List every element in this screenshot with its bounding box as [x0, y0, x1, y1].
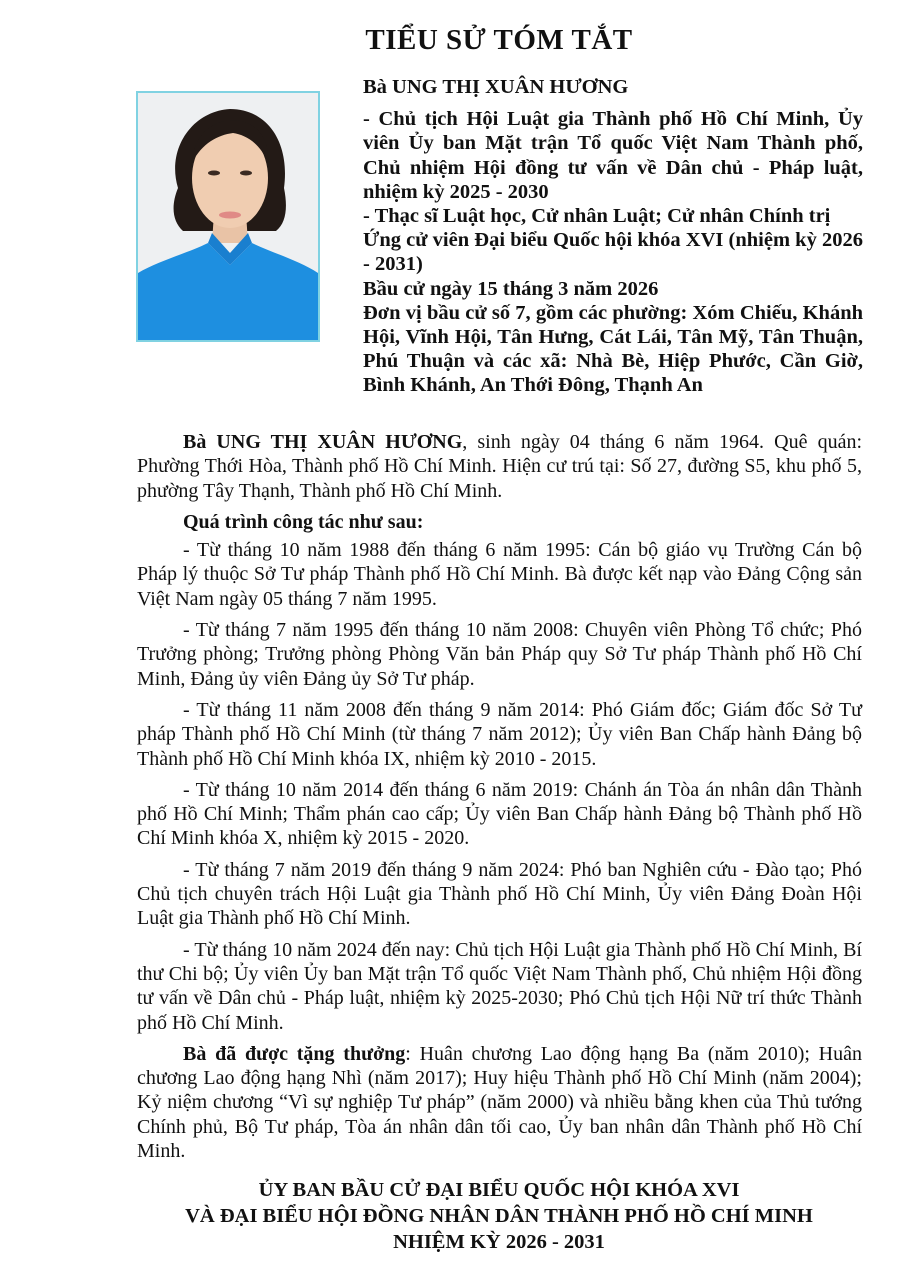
portrait-illustration: [138, 93, 318, 340]
election-date: Bầu cử ngày 15 tháng 3 năm 2026: [363, 277, 659, 300]
career-heading: Quá trình công tác như sau:: [183, 510, 424, 533]
left-eye: [208, 171, 220, 176]
candidate-education: - Thạc sĩ Luật học, Cử nhân Luật; Cử nhân Chính trị: [363, 205, 831, 228]
awards-paragraph: [137, 1042, 862, 1163]
biography-body: [137, 430, 862, 1170]
candidate-photo: [136, 91, 320, 342]
committee-line-1: ỦY BAN BẦU CỬ ĐẠI BIỂU QUỐC HỘI KHÓA XVI: [258, 1179, 740, 1201]
issuing-committee: [42, 1177, 914, 1255]
intro-paragraph: [137, 430, 862, 503]
career-item: - Từ tháng 10 năm 1988 đến tháng 6 năm 1995: Cán bộ giáo vụ Trường Cán bộ Pháp lý thuộc Sở Tư pháp Thành phố Hồ Chí Minh. Bà được kết nạp vào Đảng Cộng sản Việt Nam ngày 05 tháng 7 năm 1995.: [137, 539, 862, 610]
candidate-header: [363, 75, 863, 398]
committee-line-2: VÀ ĐẠI BIỂU HỘI ĐỒNG NHÂN DÂN THÀNH PHỐ HỒ CHÍ MINH: [185, 1205, 813, 1227]
right-eye: [240, 171, 252, 176]
candidate-position: - Chủ tịch Hội Luật gia Thành phố Hồ Chí Minh, Ủy viên Ủy ban Mặt trận Tổ quốc Việt Nam Thành phố, Chủ nhiệm Hội đồng tư vấn về Dân chủ - Pháp luật, nhiệm kỳ 2025 - 2030: [363, 108, 863, 203]
intro-bold-name: Bà UNG THỊ XUÂN HƯƠNG: [183, 431, 463, 453]
intro-text: , sinh ngày 04 tháng 6 năm 1964. Quê quán: Phường Thới Hòa, Thành phố Hồ Chí Minh. Hiện cư trú tại: Số 27, đường S5, khu phố 5, phường Tây Thạnh, Thành phố Hồ Chí Minh.: [137, 431, 863, 502]
career-item: - Từ tháng 10 năm 2024 đến nay: Chủ tịch Hội Luật gia Thành phố Hồ Chí Minh, Bí thư Chi bộ; Ủy viên Ủy ban Mặt trận Tổ quốc Việt Nam Thành phố, Chủ nhiệm Hội đồng tư vấn về Dân chủ - Pháp luật, nhiệm kỳ 2025-2030; Phó Chủ tịch Hội Nữ trí thức Thành phố Hồ Chí Minh.: [137, 938, 862, 1034]
constituency: Đơn vị bầu cử số 7, gồm các phường: Xóm Chiếu, Khánh Hội, Vĩnh Hội, Tân Hưng, Cát Lái, Tân Mỹ, Tân Thuận, Phú Thuận và các xã: Nhà Bè, Hiệp Phước, Cần Giờ, Bình Khánh, An Thới Đông, Thạnh An: [363, 301, 863, 397]
career-item: - Từ tháng 7 năm 2019 đến tháng 9 năm 2024: Phó ban Nghiên cứu - Đào tạo; Phó Chủ tịch chuyên trách Hội Luật gia Thành phố Hồ Chí Minh, Ủy viên Đảng Đoàn Hội Luật gia Thành phố Hồ Chí Minh.: [137, 858, 862, 930]
committee-line-3: NHIỆM KỲ 2026 - 2031: [393, 1231, 605, 1253]
awards-text: : Huân chương Lao động hạng Ba (năm 2010); Huân chương Lao động hạng Nhì (năm 2017); Huy hiệu Thành phố Hồ Chí Minh (năm 2004); Kỷ niệm chương “Vì sự nghiệp Tư pháp” (năm 2000) và nhiều bằng khen của Thủ tướng Chính phủ, Bộ Tư pháp, Tòa án nhân dân tối cao, Ủy ban nhân dân Thành phố Hồ Chí Minh.: [137, 1042, 862, 1163]
candidate-candidacy: Ứng cử viên Đại biểu Quốc hội khóa XVI (nhiệm kỳ 2026 - 2031): [363, 229, 863, 276]
career-item: - Từ tháng 11 năm 2008 đến tháng 9 năm 2014: Phó Giám đốc; Giám đốc Sở Tư pháp Thành phố Hồ Chí Minh (từ tháng 7 năm 2012); Ủy viên Ban Chấp hành Đảng bộ Thành phố Hồ Chí Minh khóa IX, nhiệm kỳ 2010 - 2015.: [137, 698, 862, 770]
awards-label: Bà đã được tặng thưởng: [183, 1042, 406, 1065]
lips: [219, 212, 241, 219]
career-item: - Từ tháng 10 năm 2014 đến tháng 6 năm 2019: Chánh án Tòa án nhân dân Thành phố Hồ Chí Minh; Thẩm phán cao cấp; Ủy viên Ban Chấp hành Đảng bộ Thành phố Hồ Chí Minh khóa X, nhiệm kỳ 2015 - 2020.: [137, 778, 862, 850]
candidate-name: Bà UNG THỊ XUÂN HƯƠNG: [363, 76, 629, 98]
document-title: TIỂU SỬ TÓM TẮT: [365, 24, 633, 56]
career-item: - Từ tháng 7 năm 1995 đến tháng 10 năm 2008: Chuyên viên Phòng Tổ chức; Phó Trưởng phòng; Trưởng phòng Phòng Văn bản Pháp quy Sở Tư pháp Thành phố Hồ Chí Minh, Đảng ủy viên Đảng ủy Sở Tư pháp.: [137, 619, 862, 690]
